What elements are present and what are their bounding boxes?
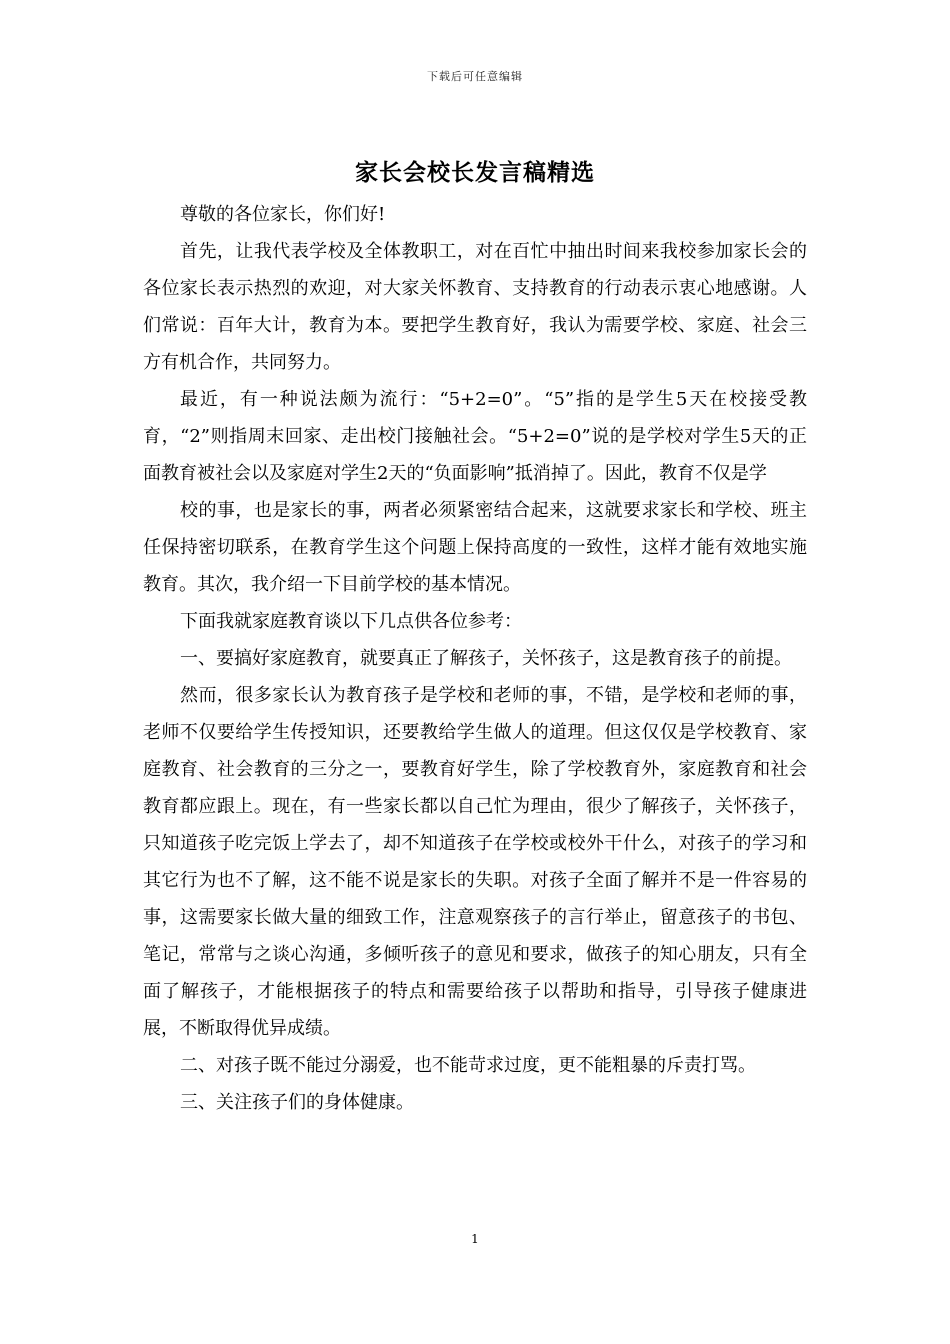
paragraph-5-plus-2: 最近，有一种说法颇为流行：“5+2=0”。“5”指的是学生5天在校接受教育，“2”则指周末回家、走出校门接触社会。“5+2=0”说的是学校对学生5天的正面教育被社会以及家庭对学生2天的“负面影响”抵消掉了。因此，教育不仅是学 [143, 389, 807, 484]
paragraph-school-family: 校的事，也是家长的事，两者必须紧密结合起来，这就要求家长和学校、班主任保持密切联系，在教育学生这个问题上保持高度的一致性，这样才能有效地实施教育。其次，我介绍一下目前学校的基本情况。 [143, 500, 807, 595]
document-body [143, 196, 807, 1121]
paragraph-understanding-children: 然而，很多家长认为教育孩子是学校和老师的事，不错，是学校和老师的事，老师不仅要给学生传授知识，还要教给学生做人的道理。但这仅仅是学校教育、家庭教育、社会教育的三分之一，要教育好学生，除了学校教育外，家庭教育和社会教育都应跟上。现在，有一些家长都以自己忙为理由，很少了解孩子，关怀孩子，只知道孩子吃完饭上学去了，却不知道孩子在学校或校外干什么，对孩子的学习和其它行为也不了解，这不能不说是家长的失职。对孩子全面了解并不是一件容易的事，这需要家长做大量的细致工作，注意观察孩子的言行举止，留意孩子的书包、笔记，常常与之谈心沟通，多倾听孩子的意见和要求，做孩子的知心朋友，只有全面了解孩子，才能根据孩子的特点和需要给孩子以帮助和指导，引导孩子健康进展，不断取得优异成绩。 [143, 685, 807, 1039]
paragraph-point-one: 一、要搞好家庭教育，就要真正了解孩子，关怀孩子，这是教育孩子的前提。 [180, 648, 792, 669]
paragraph-point-two: 二、对孩子既不能过分溺爱，也不能苛求过度，更不能粗暴的斥责打骂。 [180, 1055, 756, 1076]
header-note: 下载后可任意编辑 [427, 70, 523, 83]
paragraph-intro-points: 下面我就家庭教育谈以下几点供各位参考： [180, 611, 522, 632]
document-title: 家长会校长发言稿精选 [355, 159, 595, 186]
paragraph-welcome: 首先，让我代表学校及全体教职工，对在百忙中抽出时间来我校参加家长会的各位家长表示热烈的欢迎，对大家关怀教育、支持教育的行动表示衷心地感谢。人们常说：百年大计，教育为本。要把学生教育好，我认为需要学校、家庭、社会三方有机合作，共同努力。 [143, 241, 807, 373]
paragraph-greeting: 尊敬的各位家长，你们好! [180, 204, 386, 225]
page-number: 1 [471, 1232, 479, 1246]
paragraph-point-three: 三、关注孩子们的身体健康。 [180, 1092, 414, 1113]
